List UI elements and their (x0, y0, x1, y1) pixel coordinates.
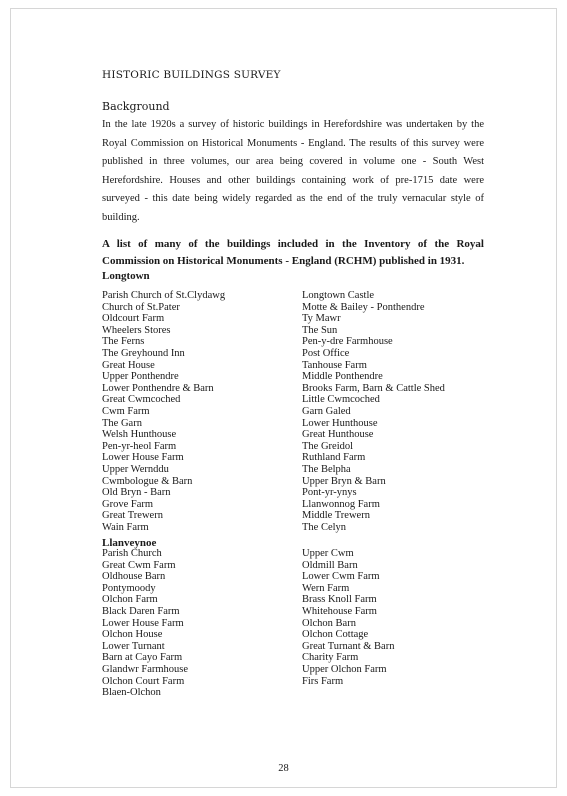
longtown-left-list (102, 290, 225, 533)
building-list-item: Welsh Hunthouse (102, 429, 177, 441)
building-list-item: Olchon Barn (302, 617, 356, 629)
longtown-right-list (302, 290, 445, 533)
building-list-item: Oldcourt Farm (102, 313, 165, 325)
page-title: HISTORIC BUILDINGS SURVEY (102, 69, 281, 81)
building-list-item: Pen-y-dre Farmhouse (302, 336, 393, 348)
building-list-item: Pen-yr-heol Farm (102, 440, 177, 452)
building-list-item: Ty Mawr (302, 313, 341, 325)
building-list-item: Whitehouse Farm (302, 605, 377, 617)
building-list-item: Great Cwmcoched (102, 394, 181, 406)
building-list-item: Lower House Farm (102, 617, 184, 629)
building-list-item: Motte & Bailey - Ponthendre (302, 301, 425, 313)
building-list-item: Llanwonnog Farm (302, 498, 380, 510)
building-list-item: Middle Ponthendre (302, 371, 383, 383)
building-list-item: Glandwr Farmhouse (102, 663, 189, 675)
background-heading: Background (102, 100, 170, 113)
building-list-item: Olchon Cottage (302, 629, 369, 641)
building-list-item: Brass Knoll Farm (302, 594, 377, 606)
building-list-item: Parish Church (102, 548, 162, 559)
building-list-item: Cwmbologue & Barn (102, 475, 193, 487)
building-list-item: Upper Olchon Farm (302, 663, 387, 675)
building-list-item: Firs Farm (302, 675, 344, 687)
building-list-item: Lower Ponthendre & Barn (102, 382, 214, 394)
building-list-item: Oldhouse Barn (102, 571, 166, 583)
building-list-item: The Sun (302, 324, 338, 336)
section-heading-longtown: Longtown (102, 270, 150, 282)
building-list-item: Old Bryn - Barn (102, 487, 171, 499)
building-list-item: Little Cwmcoched (302, 394, 380, 406)
building-list-item: Blaen-Olchon (102, 687, 161, 699)
building-list-item: Parish Church of St.Clydawg (102, 290, 226, 301)
building-list-item: Ruthland Farm (302, 452, 366, 464)
building-list-item: Great Turnant & Barn (302, 640, 395, 652)
building-list-item: The Garn (102, 417, 142, 429)
building-list-item: Brooks Farm, Barn & Cattle Shed (302, 382, 445, 394)
building-list-item: Upper Wernddu (102, 463, 169, 475)
building-list-item: The Greidol (302, 440, 354, 452)
building-list-item: Olchon Court Farm (102, 675, 185, 687)
llanveynoe-left-list (102, 548, 188, 699)
building-list-item: Pont-yr-ynys (302, 487, 357, 499)
building-list-item: Charity Farm (302, 652, 359, 664)
llanveynoe-right-list (302, 548, 394, 687)
building-list-item: Tanhouse Farm (302, 359, 367, 371)
building-list-item: Great House (102, 359, 155, 371)
building-list-item: Lower Cwm Farm (302, 571, 380, 583)
building-list-item: Lower Hunthouse (302, 417, 378, 429)
list-introduction: A list of many of the buildings included in the Inventory of the Royal Commission on Historical Monuments - England (RCHM) published in 1931. (102, 238, 484, 267)
building-list-item: Pontymoody (102, 582, 156, 594)
building-list-item: Great Hunthouse (302, 429, 374, 441)
page-number: 28 (278, 763, 289, 774)
building-list-item: Olchon Farm (102, 594, 158, 606)
building-list-item: Church of St.Pater (102, 301, 180, 313)
building-list-item: Olchon House (102, 629, 163, 641)
building-list-item: Cwm Farm (102, 405, 150, 417)
building-list-item: Oldmill Barn (302, 559, 358, 571)
building-list-item: The Ferns (102, 336, 145, 348)
building-list-item: Upper Ponthendre (102, 371, 179, 383)
building-list-item: Black Daren Farm (102, 605, 180, 617)
section-heading-llanveynoe: Llanveynoe (102, 537, 157, 549)
building-list-item: Wheelers Stores (102, 324, 171, 336)
building-list-item: Lower Turnant (102, 640, 165, 652)
building-list-item: Wern Farm (302, 582, 350, 594)
building-list-item: Upper Cwm (302, 548, 354, 559)
building-list-item: Upper Bryn & Barn (302, 475, 386, 487)
building-list-item: The Greyhound Inn (102, 347, 185, 359)
building-list-item: Post Office (302, 347, 350, 359)
building-list-item: Wain Farm (102, 521, 149, 533)
building-list-item: Garn Galed (302, 405, 351, 417)
building-list-item: Grove Farm (102, 498, 154, 510)
building-list-item: Middle Trewern (302, 510, 370, 522)
background-paragraph: In the late 1920s a survey of historic buildings in Herefordshire was undertaken by the Royal Commission on Historical Monuments - England. The results of this survey were published in three volumes, our area being covered in volume one - South West Herefordshire. Houses and other buildings containing work of pre-1715 date were surveyed - this date being widely regarded as the end of the truly vernacular style of building. (102, 119, 484, 223)
building-list-item: Barn at Cayo Farm (102, 652, 183, 664)
building-list-item: Lower House Farm (102, 452, 184, 464)
building-list-item: The Celyn (302, 521, 347, 533)
building-list-item: Great Cwm Farm (102, 559, 176, 571)
building-list-item: Great Trewern (102, 510, 163, 522)
building-list-item: Longtown Castle (302, 290, 375, 301)
building-list-item: The Belpha (302, 463, 351, 475)
